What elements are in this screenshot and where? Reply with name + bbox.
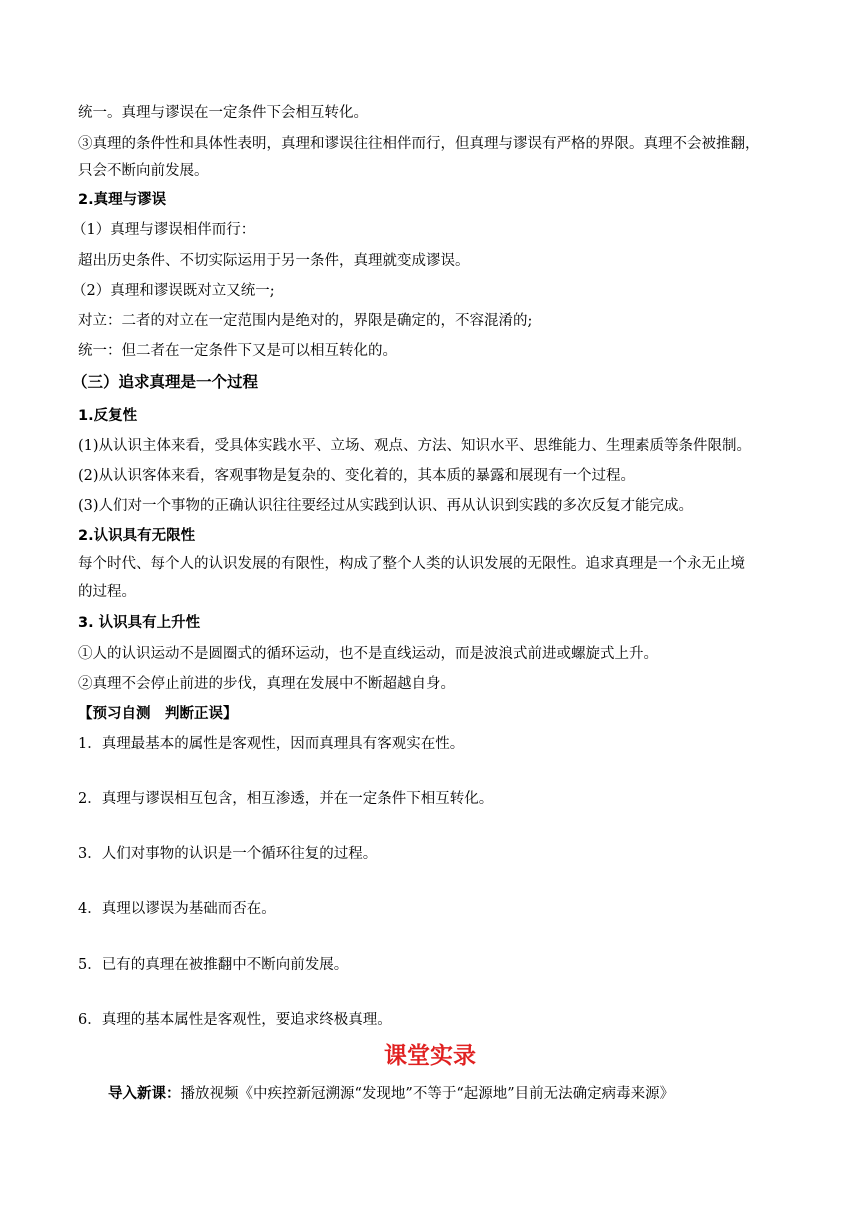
paragraph-line: （1）真理与谬误相伴而行： bbox=[72, 222, 256, 238]
paragraph-line: ①人的认识运动不是圆圈式的循环运动，也不是直线运动，而是波浪式前进或螺旋式上升。 bbox=[78, 646, 658, 662]
paragraph-line: 统一。真理与谬误在一定条件下会相互转化。 bbox=[78, 105, 368, 121]
intro-text: 播放视频《中疾控新冠溯源“发现地”不等于“起源地”目前无法确定病毒来源》 bbox=[180, 1086, 675, 1102]
paragraph-line: ②真理不会停止前进的步伐，真理在发展中不断超越自身。 bbox=[78, 676, 455, 692]
quiz-item: 1．真理最基本的属性是客观性，因而真理具有客观实在性。 bbox=[78, 736, 465, 752]
paragraph-line: 的过程。 bbox=[78, 584, 136, 600]
quiz-item: 5．已有的真理在被推翻中不断向前发展。 bbox=[78, 957, 349, 973]
section-heading: 1.反复性 bbox=[78, 408, 138, 424]
section-heading: 2.认识具有无限性 bbox=[78, 528, 196, 544]
part-heading: （三）追求真理是一个过程 bbox=[72, 373, 259, 391]
paragraph-line: (1)从认识主体来看，受具体实践水平、立场、观点、方法、知识水平、思维能力、生理素质等条件限制。 bbox=[78, 438, 752, 454]
paragraph-line: 统一：但二者在一定条件下又是可以相互转化的。 bbox=[78, 343, 397, 359]
paragraph-line: (3)人们对一个事物的正确认识往往要经过从实践到认识、再从认识到实践的多次反复才能完成。 bbox=[78, 498, 694, 514]
intro-label: 导入新课： bbox=[108, 1086, 181, 1102]
paragraph-line: 只会不断向前发展。 bbox=[78, 163, 209, 179]
section-heading: 3. 认识具有上升性 bbox=[78, 615, 201, 631]
paragraph-line: 每个时代、每个人的认识发展的有限性，构成了整个人类的认识发展的无限性。追求真理是一个永无止境 bbox=[78, 556, 745, 572]
paragraph-line: (2)从认识客体来看，客观事物是复杂的、变化着的，其本质的暴露和展现有一个过程。 bbox=[78, 468, 636, 484]
quiz-item: 2．真理与谬误相互包含，相互渗透，并在一定条件下相互转化。 bbox=[78, 791, 494, 807]
quiz-item: 6．真理的基本属性是客观性，要追求终极真理。 bbox=[78, 1012, 392, 1028]
classroom-title: 课堂实录 bbox=[384, 1043, 476, 1069]
paragraph-line: 对立：二者的对立在一定范围内是绝对的，界限是确定的，不容混淆的; bbox=[78, 313, 533, 329]
quiz-item: 4．真理以谬误为基础而否在。 bbox=[78, 901, 276, 917]
section-heading: 2.真理与谬误 bbox=[78, 192, 167, 208]
quiz-heading: 【预习自测 判断正误】 bbox=[78, 706, 238, 722]
paragraph-line: ③真理的条件性和具体性表明，真理和谬误往往相伴而行，但真理与谬误有严格的界限。真理不会被推翻， bbox=[78, 136, 760, 152]
intro-line bbox=[108, 1084, 808, 1104]
paragraph-line: （2）真理和谬误既对立又统一; bbox=[72, 283, 275, 299]
paragraph-line: 超出历史条件、不切实际运用于另一条件，真理就变成谬误。 bbox=[78, 253, 470, 269]
quiz-item: 3．人们对事物的认识是一个循环往复的过程。 bbox=[78, 846, 378, 862]
